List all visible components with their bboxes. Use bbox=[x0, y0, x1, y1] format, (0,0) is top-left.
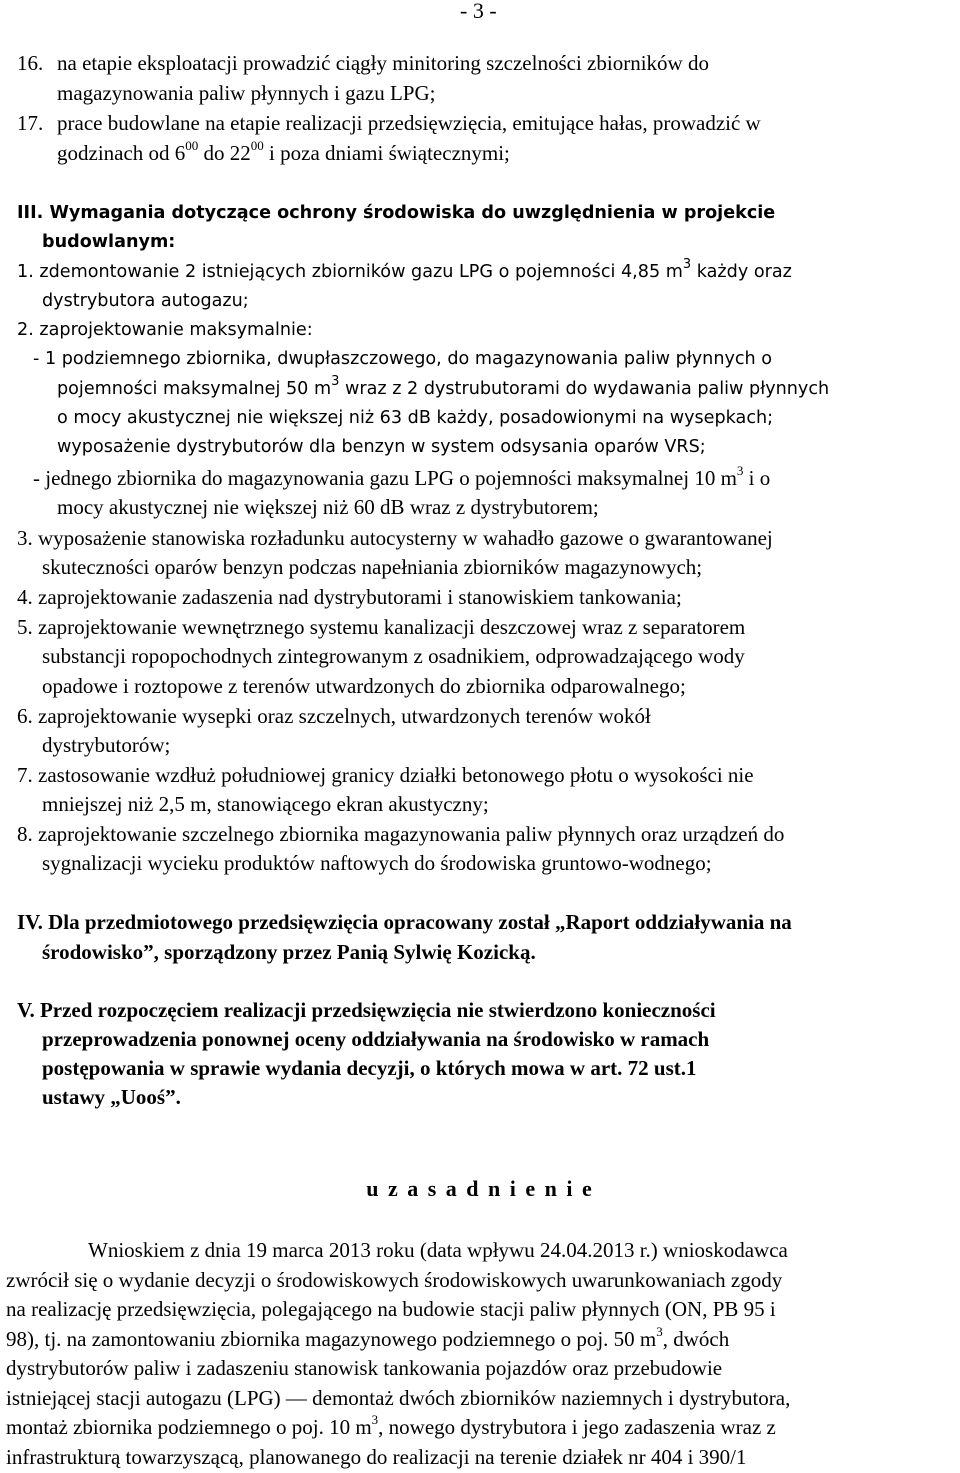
s3-item-2-line-3: pojemności maksymalnej 50 $m^3$ wraz z 2 dystrubutorami do wydawania paliw płynnych bbox=[57, 374, 830, 399]
s3-item-8: 8. zaprojektowanie szczelnego zbiornika magazynowania paliw płynnych oraz urządzeń do bbox=[17, 822, 785, 846]
s3-item-3-cont: skuteczności oparów benzyn podczas napełniania zbiorników magazynowych; bbox=[42, 555, 703, 579]
section-3-heading-cont: budowlanym: bbox=[42, 232, 176, 252]
s3-item-6-cont: dystrybutorów; bbox=[42, 733, 171, 757]
s3-item-2-line-2: - 1 podziemnego zbiornika, dwupłaszczowego, do magazynowania paliw płynnych o bbox=[33, 349, 773, 369]
s3-item-5-line-3: opadowe i roztopowe z terenów utwardzonych do zbiornika odparowalnego; bbox=[42, 674, 686, 698]
s3-item-4: 4. zaprojektowanie zadaszenia nad dystrybutorami i stanowiskiem tankowania; bbox=[17, 585, 682, 609]
item-16-number: 16. bbox=[17, 51, 44, 75]
item-17-number: 17. bbox=[17, 111, 44, 135]
just-line-1: Wnioskiem z dnia 19 marca 2013 roku (data wpływu 24.04.2013 r.) wnioskodawca bbox=[88, 1238, 788, 1262]
item-17-line-1: prace budowlane na etapie realizacji przedsięwzięcia, emitujące hałas, prowadzić w bbox=[57, 111, 761, 135]
just-line-6: istniejącej stacji autogazu (LPG) — demontaż dwóch zbiorników naziemnych i dystrybutora, bbox=[6, 1386, 791, 1410]
s3-item-2-line-7: mocy akustycznej nie większej niż 60 dB wraz z dystrybutorem; bbox=[57, 495, 599, 519]
just-line-8: infrastrukturą towarzyszącą, planowanego do realizacji na terenie działek nr 404 i 390/1 bbox=[6, 1445, 747, 1469]
s3-item-2: 2. zaprojektowanie maksymalnie: bbox=[17, 320, 313, 340]
just-line-5: dystrybutorów paliw i zadaszeniu stanowisk tankowania pojazdów oraz przebudowie bbox=[6, 1356, 723, 1380]
s3-item-7-cont: mniejszej niż 2,5 m, stanowiącego ekran akustyczny; bbox=[42, 792, 489, 816]
just-line-2: zwrócił się o wydanie decyzji o środowiskowych środowiskowych uwarunkowaniach zgody bbox=[6, 1268, 783, 1292]
item-17-line-2: godzinach od $6^{00}$ do $22^{00}$ i poza dniami świątecznymi; bbox=[57, 138, 510, 165]
item-16-line-2: magazynowania paliw płynnych i gazu LPG; bbox=[57, 81, 436, 105]
page-number: - 3 - bbox=[460, 0, 497, 23]
justification-title: u z a s a d n i e n i e bbox=[366, 1176, 594, 1201]
item-16-line-1: na etapie eksploatacji prowadzić ciągły minitoring szczelności zbiorników do bbox=[57, 51, 709, 75]
s3-item-7: 7. zastosowanie wzdłuż południowej granicy działki betonowego płotu o wysokości nie bbox=[17, 763, 754, 787]
section-5-line-1: V. Przed rozpoczęciem realizacji przedsięwzięcia nie stwierdzono konieczności bbox=[17, 998, 716, 1022]
s3-item-1-cont: dystrybutora autogazu; bbox=[42, 291, 249, 311]
s3-item-2-line-5: wyposażenie dystrybutorów dla benzyn w system odsysania oparów VRS; bbox=[57, 437, 706, 457]
section-5-line-4: ustawy „Uooś”. bbox=[42, 1085, 181, 1109]
section-4-line-2: środowisko”, sporządzony przez Panią Sylwię Kozicką. bbox=[42, 940, 536, 964]
s3-item-1: 1. zdemontowanie 2 istniejących zbiorników gazu LPG o pojemności 4,85 $m^3$ każdy oraz bbox=[17, 257, 792, 282]
just-line-4: 98), tj. na zamontowaniu zbiornika magazynowego podziemnego o poj. 50 $m^3$, dwóch bbox=[6, 1324, 730, 1351]
just-line-7: montaż zbiornika podziemnego o poj. 10 $m^3$, nowego dystrybutora i jego zadaszenia wraz z bbox=[6, 1412, 776, 1439]
section-3-heading: III. Wymagania dotyczące ochrony środowiska do uwzględnienia w projekcie bbox=[17, 203, 776, 223]
s3-item-3: 3. wyposażenie stanowiska rozładunku autocysterny w wahadło gazowe o gwarantowanej bbox=[17, 526, 773, 550]
s3-item-6: 6. zaprojektowanie wysepki oraz szczelnych, utwardzonych terenów wokół bbox=[17, 704, 651, 728]
section-5-line-3: postępowania w sprawie wydania decyzji, o których mowa w art. 72 ust.1 bbox=[42, 1056, 697, 1080]
just-line-3: na realizację przedsięwzięcia, polegającego na budowie stacji paliw płynnych (ON, PB 95 i bbox=[6, 1297, 776, 1321]
section-5-line-2: przeprowadzenia ponownej oceny oddziaływania na środowisko w ramach bbox=[42, 1027, 710, 1051]
section-4-line-1: IV. Dla przedmiotowego przedsięwzięcia opracowany został „Raport oddziaływania na bbox=[17, 910, 792, 934]
s3-item-5: 5. zaprojektowanie wewnętrznego systemu kanalizacji deszczowej wraz z separatorem bbox=[17, 615, 746, 639]
s3-item-2-line-4: o mocy akustycznej nie większej niż 63 dB każdy, posadowionymi na wysepkach; bbox=[57, 408, 774, 428]
s3-item-5-line-2: substancji ropopochodnych zintegrowanym z osadnikiem, odprowadzającego wody bbox=[42, 644, 745, 668]
s3-item-2-line-6: - jednego zbiornika do magazynowania gazu LPG o pojemności maksymalnej 10 $m^3$ i o bbox=[33, 463, 771, 490]
s3-item-8-cont: sygnalizacji wycieku produktów naftowych do środowiska gruntowo-wodnego; bbox=[42, 851, 712, 875]
